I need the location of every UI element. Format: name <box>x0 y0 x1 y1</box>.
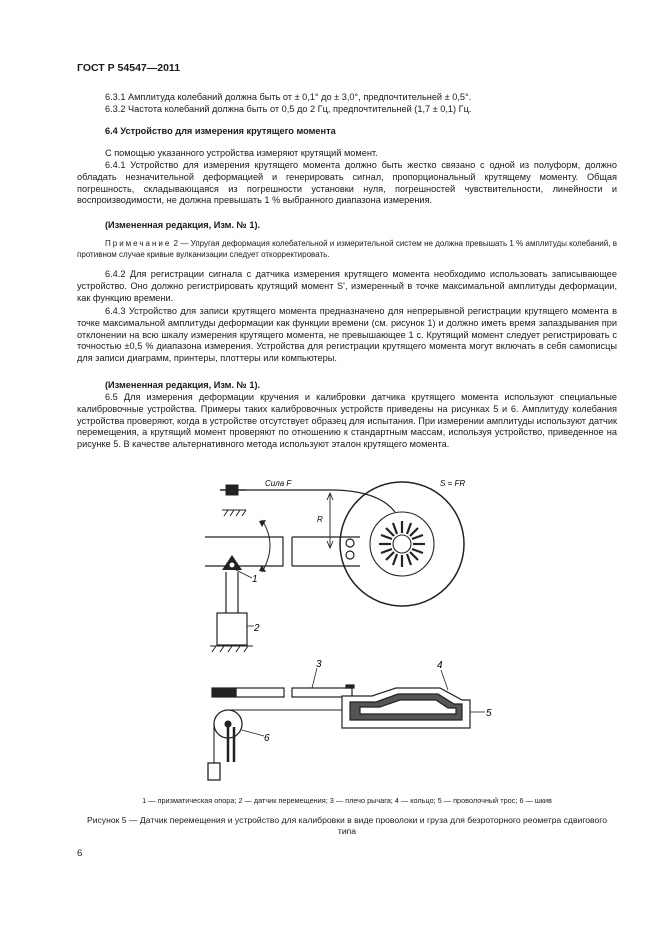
note-label: Примечание <box>105 239 172 248</box>
clause-6-5: 6.5 Для измерения деформации кручения и калибровки датчика крутящего момента используют специальные калибровочные устройства. Примеры таких калибровочных устройств приведены на рисунках 5 и 6. Амплитуду колебания устройства проверяют, когда в устройстве отсутствует образец для испытания. При измерении амплитуды используют датчик перемещения, а крутящий момент проверяют по отношению к стандартным массам, используя устройство, приведенное на рисунке 5. В качестве альтернативного метода используют эталон крутящего момента. <box>77 392 617 450</box>
radius-label: R <box>317 515 323 524</box>
label-3: 3 <box>316 659 322 670</box>
ground-hatch-sensor <box>210 646 253 652</box>
label-5: 5 <box>486 708 492 719</box>
clause-6-4-intro: С помощью указанного устройства измеряют крутящий момент. <box>105 148 378 158</box>
figure-caption: Рисунок 5 — Датчик перемещения и устройство для калибровки в виде проволоки и груза для безроторного реометра сдвигового типа <box>86 815 608 836</box>
lever-fasteners <box>346 539 354 559</box>
ring-housing <box>342 688 470 728</box>
formula-label: S = FR <box>440 479 466 488</box>
leader-line-4 <box>441 670 448 690</box>
displacement-sensor <box>217 572 254 645</box>
leader-line-6 <box>242 730 264 736</box>
rotation-arrow <box>262 520 270 572</box>
rotor-disc <box>340 482 464 606</box>
edition-note-2: (Измененная редакция, Изм. № 1). <box>105 380 261 390</box>
wire-and-pulley <box>208 710 342 780</box>
label-2: 2 <box>254 623 260 634</box>
note-text: 2 — Упругая деформация колебательной и измерительной систем не должна превышать 1 % амплитуды колебаний, в противном случае кривые вулканизации следует откорректировать. <box>77 239 617 259</box>
clause-6-4-3: 6.4.3 Устройство для записи крутящего момента предназначено для непрерывной регистрации крутящего момента в точке максимальной амплитуды деформации как функции времени (см. рисунок 1) и должно иметь время запаздывания при отклонении на всю шкалу измерения крутящего момента, не превышающее 1 с. Крутящий момент следует регистрировать с точностью ±0,5 % диапазона измерения. Устройства для регистрации крутящего момента могут включать в себя самописцы для записи диаграмм, принтеры, плоттеры или компьютеры. <box>77 306 617 364</box>
label-6: 6 <box>264 733 270 744</box>
force-label: Сила F <box>265 479 292 488</box>
ground-hatch-top <box>222 510 246 516</box>
leader-line-3 <box>312 668 317 688</box>
label-1: 1 <box>252 574 258 585</box>
clause-6-4-1: 6.4.1 Устройство для измерения крутящего момента должно быть жестко связано с одной из полуформ, должно обладать незначительной деформацией и генерировать сигнал, пропорциональный крутящему моменту. Общая погрешность, складывающаяся из погрешности установки нуля, погрешностей чувствительности, линейности и воспроизводимости, не должна превышать 1 % выбранного диапазона измерения. <box>77 160 617 206</box>
clause-6-3-2: 6.3.2 Частота колебаний должна быть от 0,5 до 2 Гц, предпочтительней (1,7 ± 0,1) Гц. <box>105 104 472 114</box>
label-4: 4 <box>437 660 443 671</box>
lever-arm-3 <box>212 685 354 697</box>
radius-dimension <box>327 493 333 548</box>
clause-6-3-1: 6.3.1 Амплитуда колебаний должна быть от ± 0,1° до ± 3,0°, предпочтительней ± 0,5°. <box>105 92 472 102</box>
force-anchor <box>220 485 395 512</box>
figure-legend: 1 — призматическая опора; 2 — датчик перемещения; 3 — плечо рычага; 4 — кольцо; 5 — проволочный трос; 6 — шкив <box>142 796 552 805</box>
section-heading-6-4: 6.4 Устройство для измерения крутящего момента <box>105 126 336 136</box>
clause-6-4-2: 6.4.2 Для регистрации сигнала с датчика измерения крутящего момента необходимо использовать записывающее устройство. Оно должно регистрировать крутящий момент S', измеренный в точке максимальной амплитуды деформации, как функцию времени. <box>77 269 617 303</box>
pivot-point <box>230 563 235 568</box>
edition-note-1: (Измененная редакция, Изм. № 1). <box>105 220 261 230</box>
page-number: 6 <box>77 848 83 859</box>
document-header: ГОСТ Р 54547—2011 <box>77 62 181 74</box>
